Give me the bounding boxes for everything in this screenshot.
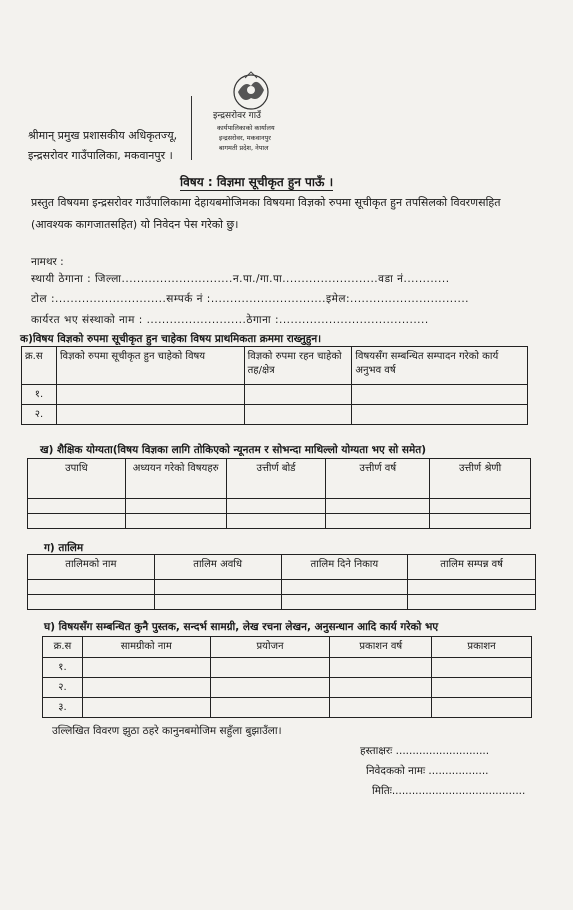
cell[interactable] — [210, 698, 330, 718]
table-header-row — [43, 637, 532, 658]
column-header: तालिमको नाम — [28, 555, 155, 580]
table-header-row — [28, 555, 536, 580]
cell[interactable] — [432, 678, 532, 698]
table-header-row — [28, 459, 531, 499]
cell[interactable] — [28, 499, 126, 514]
svg-text:कार्यपालिकाको कार्यालय: कार्यपालिकाको कार्यालय — [217, 124, 275, 132]
table-row — [22, 405, 528, 425]
column-header: विषयसँग सम्बन्धित सम्पादन गरेको कार्य अनुभव वर्ष — [352, 347, 528, 385]
row-number: २. — [22, 405, 57, 425]
subject-cell[interactable] — [56, 405, 244, 425]
intro-paragraph: प्रस्तुत विषयमा इन्द्रसरोवर गाउँपालिकामा देहायबमोजिमका विषयमा विज्ञको रुपमा सूचीकृत हुन तपसिलको विवरणसहित (आवश्यक कागजातसहित) यो निवेदन पेस गरेको छु। — [31, 196, 501, 231]
section-kha-heading: ख) शैक्षिक योग्यता(विषय विज्ञका लागि तोकिएको न्यूनतम र सोभन्दा माथिल्लो योग्यता भए सो समेत) — [40, 444, 427, 456]
column-header: विज्ञको रुपमा रहन चाहेको तह/क्षेत्र — [244, 347, 352, 385]
cell[interactable] — [326, 514, 430, 529]
level-cell[interactable] — [244, 405, 352, 425]
applicant-name-field: निवेदकको नामः .................. — [366, 765, 489, 777]
cell[interactable] — [281, 595, 408, 610]
subject-cell[interactable] — [56, 385, 244, 405]
column-header: तालिम सम्पन्न वर्ष — [408, 555, 536, 580]
cell[interactable] — [154, 595, 281, 610]
cell[interactable] — [330, 658, 432, 678]
section-ga-heading: ग) तालिम — [44, 542, 84, 554]
column-header: अध्ययन गरेको विषयहरु — [125, 459, 226, 499]
table-row — [28, 499, 531, 514]
cell[interactable] — [210, 658, 330, 678]
name-field: नामथर : — [31, 256, 64, 268]
section-gha-heading: घ) विषयसँग सम्बन्धित कुनै पुस्तक, सन्दर्भ सामग्री, लेख रचना लेखन, अनुसन्धान आदि कार्य गरेको भए — [44, 621, 439, 633]
cell[interactable] — [82, 678, 210, 698]
column-header: उत्तीर्ण श्रेणी — [430, 459, 531, 499]
cell[interactable] — [82, 698, 210, 718]
table-row — [43, 698, 532, 718]
cell[interactable] — [330, 698, 432, 718]
column-header: क्र.स — [22, 347, 57, 385]
cell[interactable] — [408, 580, 536, 595]
recipient-line-1: श्रीमान् प्रमुख प्रशासकीय अधिकृतज्यू, — [28, 129, 178, 142]
table-row — [43, 658, 532, 678]
municipality-seal-icon — [205, 64, 293, 154]
table-header-row — [22, 347, 528, 385]
cell[interactable] — [226, 514, 326, 529]
section-ka-table — [21, 346, 528, 425]
row-number: १. — [22, 385, 57, 405]
subject-line: विषय : विज्ञमा सूचीकृत हुन पाऊँ । — [180, 175, 334, 189]
cell[interactable] — [430, 514, 531, 529]
column-header: विज्ञको रुपमा सूचीकृत हुन चाहेको विषय — [56, 347, 244, 385]
tole-contact-field: टोल :.............................सम्पर्क नं :..............................इमेल:............................... — [31, 293, 470, 305]
cell[interactable] — [326, 499, 430, 514]
svg-text:इन्द्रसरोवर, मकवानपुर: इन्द्रसरोवर, मकवानपुर — [219, 134, 271, 142]
signature-field: हस्ताक्षरः ............................ — [360, 745, 490, 757]
column-header: सामग्रीको नाम — [82, 637, 210, 658]
column-header: तालिम दिने निकाय — [281, 555, 408, 580]
organization-field: कार्यरत भए संस्थाको नाम : ..........................ठेगाना :....................................... — [31, 314, 429, 326]
section-ga-table — [27, 554, 536, 610]
column-header: प्रकाशन वर्ष — [330, 637, 432, 658]
column-header: क्र.स — [43, 637, 83, 658]
address-field: स्थायी ठेगाना : जिल्ला.............................न.पा./गा.पा.........................वडा नं............ — [31, 273, 450, 285]
declaration-text: उल्लिखित विवरण झुठा ठहरे कानुनबमोजिम सहुँला बुझाउँला। — [52, 725, 282, 737]
address-divider — [191, 96, 192, 160]
table-row — [22, 385, 528, 405]
cell[interactable] — [28, 580, 155, 595]
experience-cell[interactable] — [352, 405, 528, 425]
column-header: उत्तीर्ण बोर्ड — [226, 459, 326, 499]
cell[interactable] — [28, 514, 126, 529]
svg-text:बागमती प्रदेश, नेपाल: बागमती प्रदेश, नेपाल — [219, 144, 269, 152]
column-header: उपाधि — [28, 459, 126, 499]
cell[interactable] — [210, 678, 330, 698]
svg-text:इन्द्रसरोवर गाउँ: इन्द्रसरोवर गाउँ — [213, 111, 261, 121]
column-header: प्रकाशन — [432, 637, 532, 658]
section-gha-table — [42, 636, 532, 718]
experience-cell[interactable] — [352, 385, 528, 405]
date-field: मितिः........................................ — [372, 785, 526, 797]
cell[interactable] — [432, 698, 532, 718]
row-number: ३. — [43, 698, 83, 718]
table-row — [28, 595, 536, 610]
cell[interactable] — [125, 499, 226, 514]
row-number: १. — [43, 658, 83, 678]
cell[interactable] — [432, 658, 532, 678]
cell[interactable] — [226, 499, 326, 514]
cell[interactable] — [82, 658, 210, 678]
table-row — [43, 678, 532, 698]
cell[interactable] — [330, 678, 432, 698]
level-cell[interactable] — [244, 385, 352, 405]
column-header: प्रयोजन — [210, 637, 330, 658]
row-number: २. — [43, 678, 83, 698]
section-kha-table — [27, 458, 531, 529]
cell[interactable] — [28, 595, 155, 610]
cell[interactable] — [154, 580, 281, 595]
recipient-line-2: इन्द्रसरोवर गाउँपालिका, मकवानपुर । — [28, 149, 173, 162]
cell[interactable] — [408, 595, 536, 610]
cell[interactable] — [281, 580, 408, 595]
section-ka-heading: क)विषय विज्ञको रुपमा सूचीकृत हुन चाहेका विषय प्राथमिकता क्रममा राख्नुहुन। — [20, 333, 322, 345]
table-row — [28, 580, 536, 595]
column-header: उत्तीर्ण वर्ष — [326, 459, 430, 499]
column-header: तालिम अवधि — [154, 555, 281, 580]
cell[interactable] — [430, 499, 531, 514]
cell[interactable] — [125, 514, 226, 529]
table-row — [28, 514, 531, 529]
